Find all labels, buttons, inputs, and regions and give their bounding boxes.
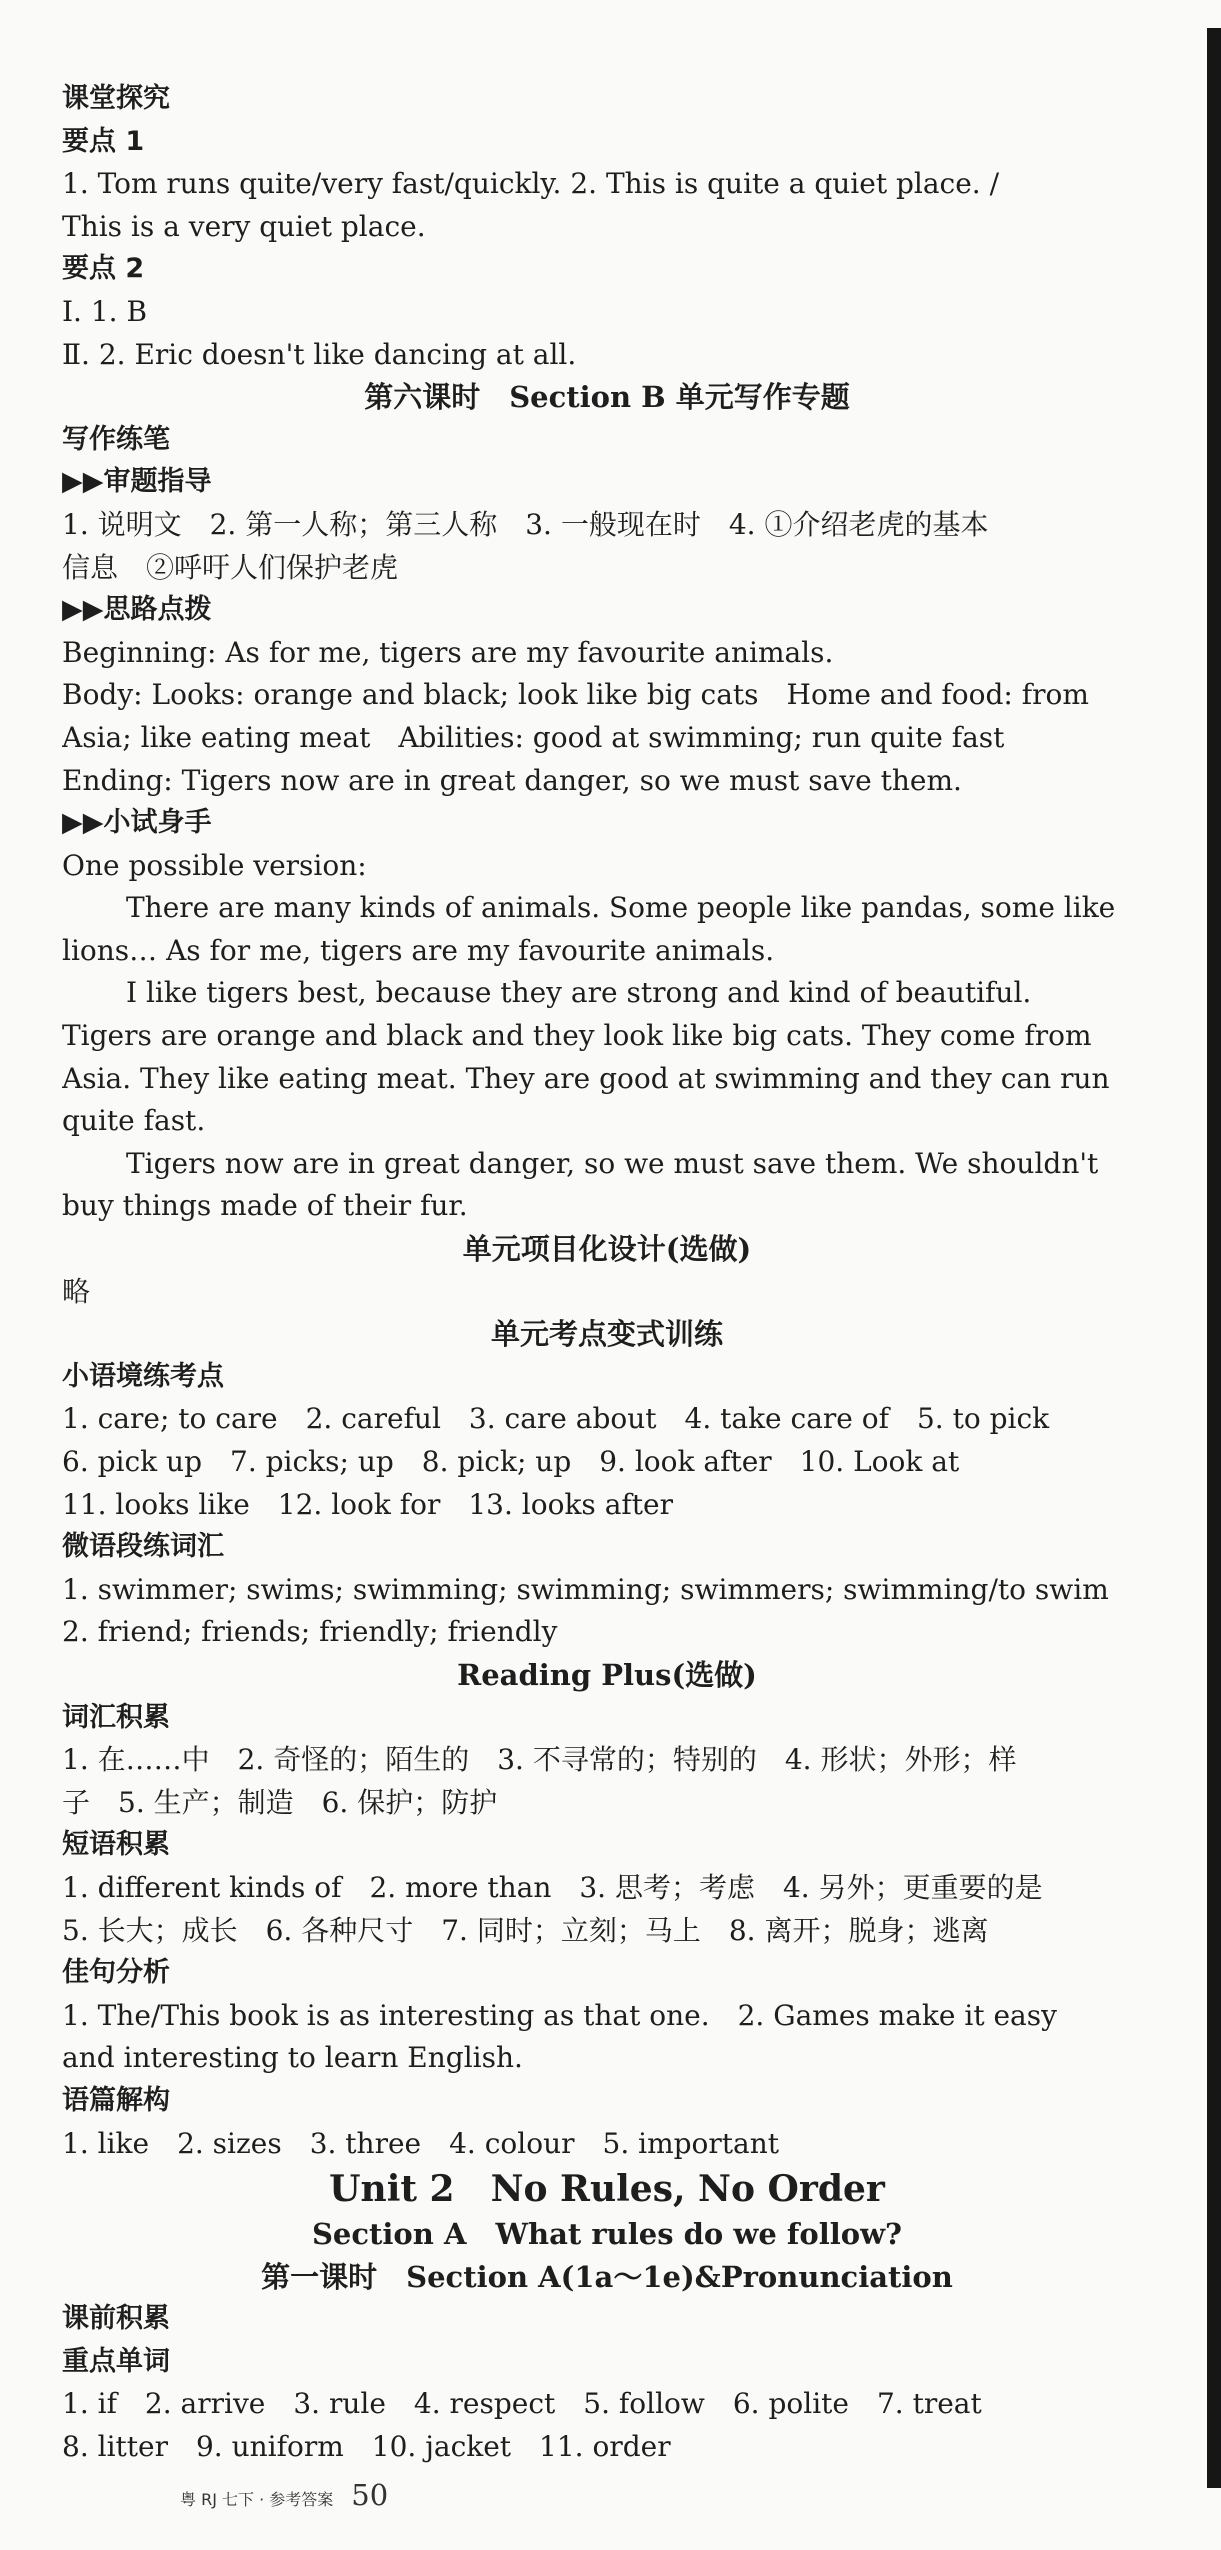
section-heading: 语篇解构 (62, 2084, 170, 2116)
text-line: 8. litter 9. uniform 10. jacket 11. order (62, 2430, 671, 2464)
section-heading: 佳句分析 (62, 1957, 170, 1989)
section-heading: 课前积累 (62, 2303, 170, 2335)
unit-title: Unit 2 No Rules, No Order (329, 2168, 885, 2211)
text-line: Ⅱ. 2. Eric doesn't like dancing at all. (62, 337, 577, 371)
section-heading: 词汇积累 (62, 1701, 170, 1733)
footer-label: 粤 RJ 七下 · 参考答案 (180, 2490, 334, 2509)
section-heading: 微语段练词汇 (62, 1531, 224, 1563)
section-heading: 重点单词 (62, 2345, 170, 2377)
text-line: 1. care; to care 2. careful 3. care about 4. take care of 5. to pick (62, 1402, 1050, 1436)
text-line: Ⅰ. 1. B (62, 294, 148, 328)
title-line: 单元考点变式训练 (490, 1317, 723, 1352)
text-line: 1. Tom runs quite/very fast/quickly. 2. This is quite a quiet place. / (62, 167, 1000, 201)
title-line: Reading Plus(选做) (457, 1657, 757, 1692)
section-heading: 短语积累 (62, 1829, 170, 1861)
text-line: Body: Looks: orange and black; look like big cats Home and food: from (62, 678, 1089, 712)
paragraph-line: Tigers now are in great danger, so we must save them. We shouldn't (126, 1146, 1099, 1180)
text-line: and interesting to learn English. (62, 2041, 523, 2075)
title-line: 第一课时 Section A(1a～1e)&Pronunciation (261, 2259, 953, 2294)
text-line: 6. pick up 7. picks; up 8. pick; up 9. look after 10. Look at (62, 1445, 960, 1478)
title-line: 第六课时 Section B 单元写作专题 (364, 380, 850, 415)
text-line: 1. 说明文 2. 第一人称；第三人称 3. 一般现在时 4. ①介绍老虎的基本 (62, 507, 989, 541)
text-line: 1. different kinds of 2. more than 3. 思考；考虑 4. 另外；更重要的是 (62, 1870, 1043, 1904)
text-line: 5. 长大；成长 6. 各种尺寸 7. 同时；立刻；马上 8. 离开；脱身；逃离 (62, 1913, 989, 1947)
section-heading: ▶▶审题指导 (62, 466, 212, 498)
title-line: 单元项目化设计(选做) (462, 1232, 752, 1267)
text-line: buy things made of their fur. (62, 1189, 468, 1223)
answer-page (62, 78, 1152, 2469)
text-line: 1. swimmer; swims; swimming; swimming; swimmers; swimming/to swim (62, 1572, 1109, 1606)
section-heading: 课堂探究 (62, 83, 170, 114)
text-line: 1. 在……中 2. 奇怪的；陌生的 3. 不寻常的；特别的 4. 形状；外形；样 (62, 1743, 1017, 1777)
section-heading: ▶▶思路点拨 (62, 594, 212, 626)
paragraph-line: I like tigers best, because they are strong and kind of beautiful. (126, 976, 1032, 1010)
text-line: Asia. They like eating meat. They are good at swimming and they can run (62, 1061, 1110, 1095)
text-line: This is a very quiet place. (62, 209, 426, 243)
text-line: 略 (62, 1274, 91, 1308)
text-line: lions… As for me, tigers are my favourite animals. (62, 933, 775, 967)
paragraph-line: There are many kinds of animals. Some people like pandas, some like (126, 891, 1116, 925)
section-heading: 要点 2 (62, 253, 145, 285)
text-line: 1. The/This book is as interesting as that one. 2. Games make it easy (62, 1998, 1057, 2032)
section-heading: 要点 1 (62, 125, 145, 157)
text-line: quite fast. (62, 1104, 206, 1138)
text-line: 信息 ②呼吁人们保护老虎 (62, 550, 399, 584)
text-line: 子 5. 生产；制造 6. 保护；防护 (62, 1785, 498, 1819)
text-line: Ending: Tigers now are in great danger, so we must save them. (62, 763, 962, 797)
section-heading: 写作练笔 (62, 423, 170, 455)
section-heading: 小语境练考点 (62, 1360, 224, 1392)
text-line: 11. looks like 12. look for 13. looks after (62, 1487, 673, 1521)
page-edge-bar (1207, 28, 1221, 2488)
section-heading: ▶▶小试身手 (62, 807, 212, 839)
title-line: Section A What rules do we follow? (311, 2217, 903, 2252)
page-footer (180, 2478, 388, 2512)
text-line: One possible version: (62, 848, 367, 882)
text-line: Tigers are orange and black and they look like big cats. They come from (62, 1019, 1092, 1053)
text-line: 1. if 2. arrive 3. rule 4. respect 5. follow 6. polite 7. treat (62, 2387, 982, 2421)
text-line: Beginning: As for me, tigers are my favourite animals. (62, 635, 834, 669)
text-line: 1. like 2. sizes 3. three 4. colour 5. important (62, 2126, 780, 2160)
text-line: 2. friend; friends; friendly; friendly (62, 1615, 558, 1649)
text-line: Asia; like eating meat Abilities: good at swimming; run quite fast (62, 720, 1005, 754)
page-number: 50 (351, 2478, 389, 2512)
